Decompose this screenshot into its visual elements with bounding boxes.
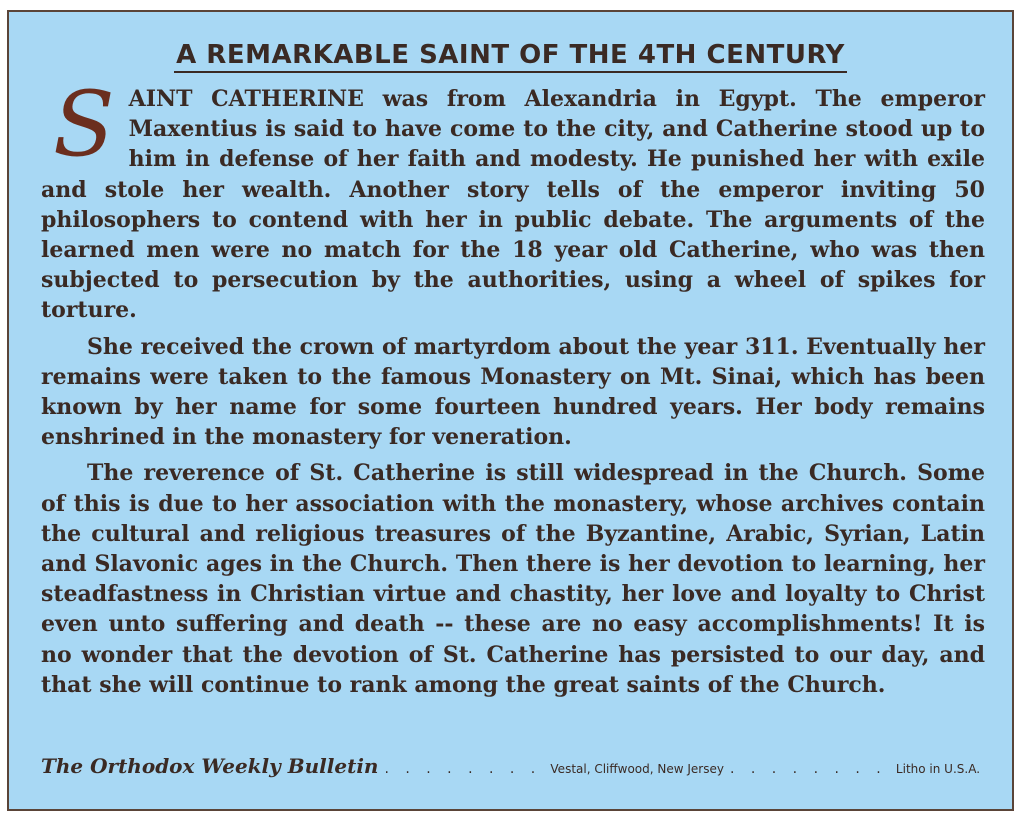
article-body bbox=[41, 72, 985, 700]
footer-bar bbox=[41, 754, 980, 784]
paragraph-1-text: AINT CATHERINE was from Alexandria in Egypt. The emperor Maxentius is said to have come to the city, and Catherine stood up to him in defense of her faith and modesty. He punished her with exile and stole her wealth. Another story tells of the emperor inviting 50 philosophers to contend with her in public debate. The arguments of the learned men were no match for the 18 year old Catherine, who was then subjected to persecution by the authorities, using a wheel of spikes for torture. bbox=[41, 86, 985, 324]
bulletin-card bbox=[7, 10, 1014, 811]
paragraph-1 bbox=[41, 72, 985, 326]
page-title bbox=[9, 40, 1012, 73]
publisher-location: Vestal, Cliffwood, New Jersey bbox=[550, 762, 724, 776]
printing-note: Litho in U.S.A. bbox=[895, 762, 981, 776]
publisher-name: The Orthodox Weekly Bulletin bbox=[41, 754, 379, 778]
dot-leader bbox=[378, 761, 550, 777]
drop-cap-letter: S bbox=[53, 72, 115, 177]
dot-leader-2 bbox=[724, 761, 896, 777]
paragraph-3: The reverence of St. Catherine is still widespread in the Church. Some of this is due to her association with the monastery, whose archives contain the cultural and religious treasures of the Byzantine, Arabic, Syrian, Latin and Slavonic ages in the Church. Then there is her devotion to learning, her steadfastness in Christian virtue and chastity, her love and loyalty to Christ even unto suffering and death -- these are no easy accomplishments! It is no wonder that the devotion of St. Catherine has persisted to our day, and that she will continue to rank among the great saints of the Church. bbox=[41, 460, 985, 698]
title-text: A REMARKABLE SAINT OF THE 4TH CENTURY bbox=[174, 40, 847, 73]
paragraph-2: She received the crown of martyrdom about the year 311. Eventually her remains were taken to the famous Monastery on Mt. Sinai, which has been known by her name for some fourteen hundred years. Her body remains enshrined in the monastery for veneration. bbox=[41, 333, 985, 451]
